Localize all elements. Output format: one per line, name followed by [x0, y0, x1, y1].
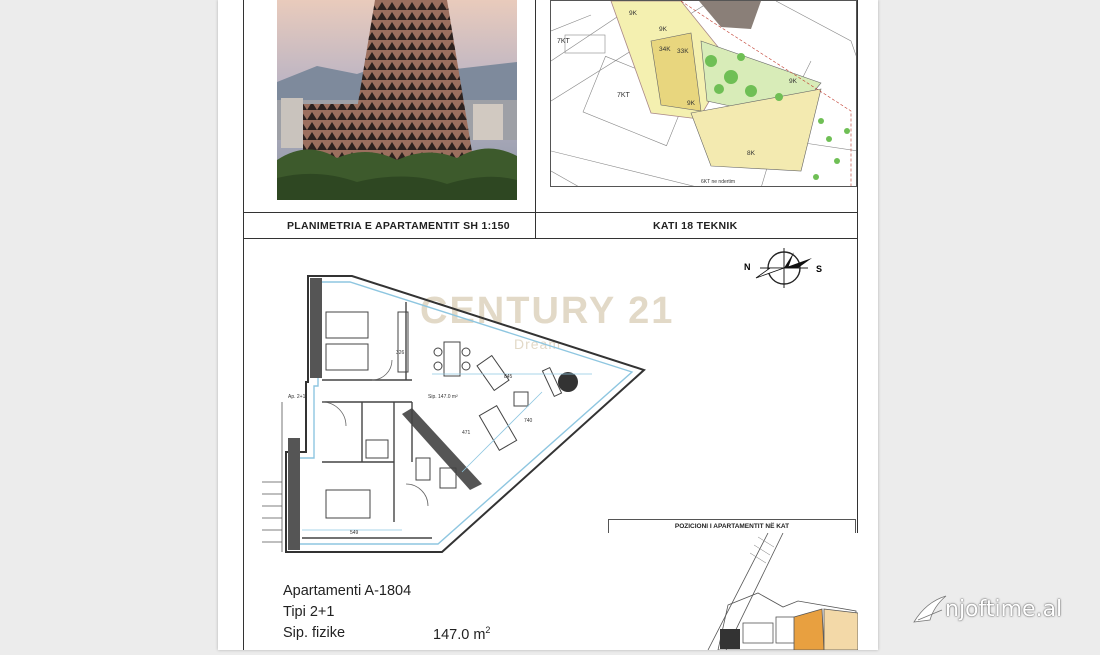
site-label-bottom: 6KT ne ndertim	[701, 179, 736, 185]
area-label: Sip. fizike	[283, 625, 346, 641]
site-label: 9K	[659, 26, 667, 33]
site-label: 34K	[659, 46, 671, 53]
floor-caption: KATI 18 TEKNIK	[653, 220, 738, 232]
column-divider	[535, 0, 536, 238]
watermark-sub: Dream	[514, 336, 562, 352]
apartment-title: Apartamenti A-1804	[283, 583, 412, 599]
site-label-7kt: 7KT	[617, 92, 630, 99]
position-floor-plan	[608, 533, 858, 650]
site-label-7kt: 7KT	[557, 38, 570, 45]
site-label: 9K	[629, 10, 637, 17]
row-divider	[243, 212, 858, 213]
apartment-type: Tipi 2+1	[283, 604, 335, 620]
plan-apt-label: Ap. 2+1	[288, 394, 306, 400]
position-caption: POZICIONI I APARTAMENTIT NË KAT	[608, 519, 856, 533]
site-label: 9K	[789, 78, 797, 85]
site-label: 8K	[747, 150, 755, 157]
plan-area-label: Sip. 147.0 m²	[428, 394, 458, 400]
site-label: 9K	[687, 100, 695, 107]
site-plan	[550, 0, 857, 187]
compass-south: S	[816, 264, 823, 274]
plan-dimension: 326	[396, 350, 405, 356]
plan-dimension: 740	[524, 418, 533, 424]
site-label: 33K	[677, 48, 689, 55]
brand-name: njoftime.al	[945, 597, 1063, 622]
apartment-floor-plan	[262, 262, 662, 562]
row-divider	[243, 238, 858, 239]
plan-dimension: 845	[504, 374, 513, 380]
building-photo	[277, 0, 517, 200]
plan-dimension: 549	[350, 530, 359, 536]
plan-dimension: 471	[462, 430, 471, 436]
compass-north: N	[744, 262, 751, 272]
plan-caption: PLANIMETRIA E APARTAMENTIT SH 1:150	[287, 220, 510, 232]
area-value: 147.0 $m^2$	[433, 625, 491, 643]
watermark-logo: CENTURY 21	[420, 290, 675, 332]
